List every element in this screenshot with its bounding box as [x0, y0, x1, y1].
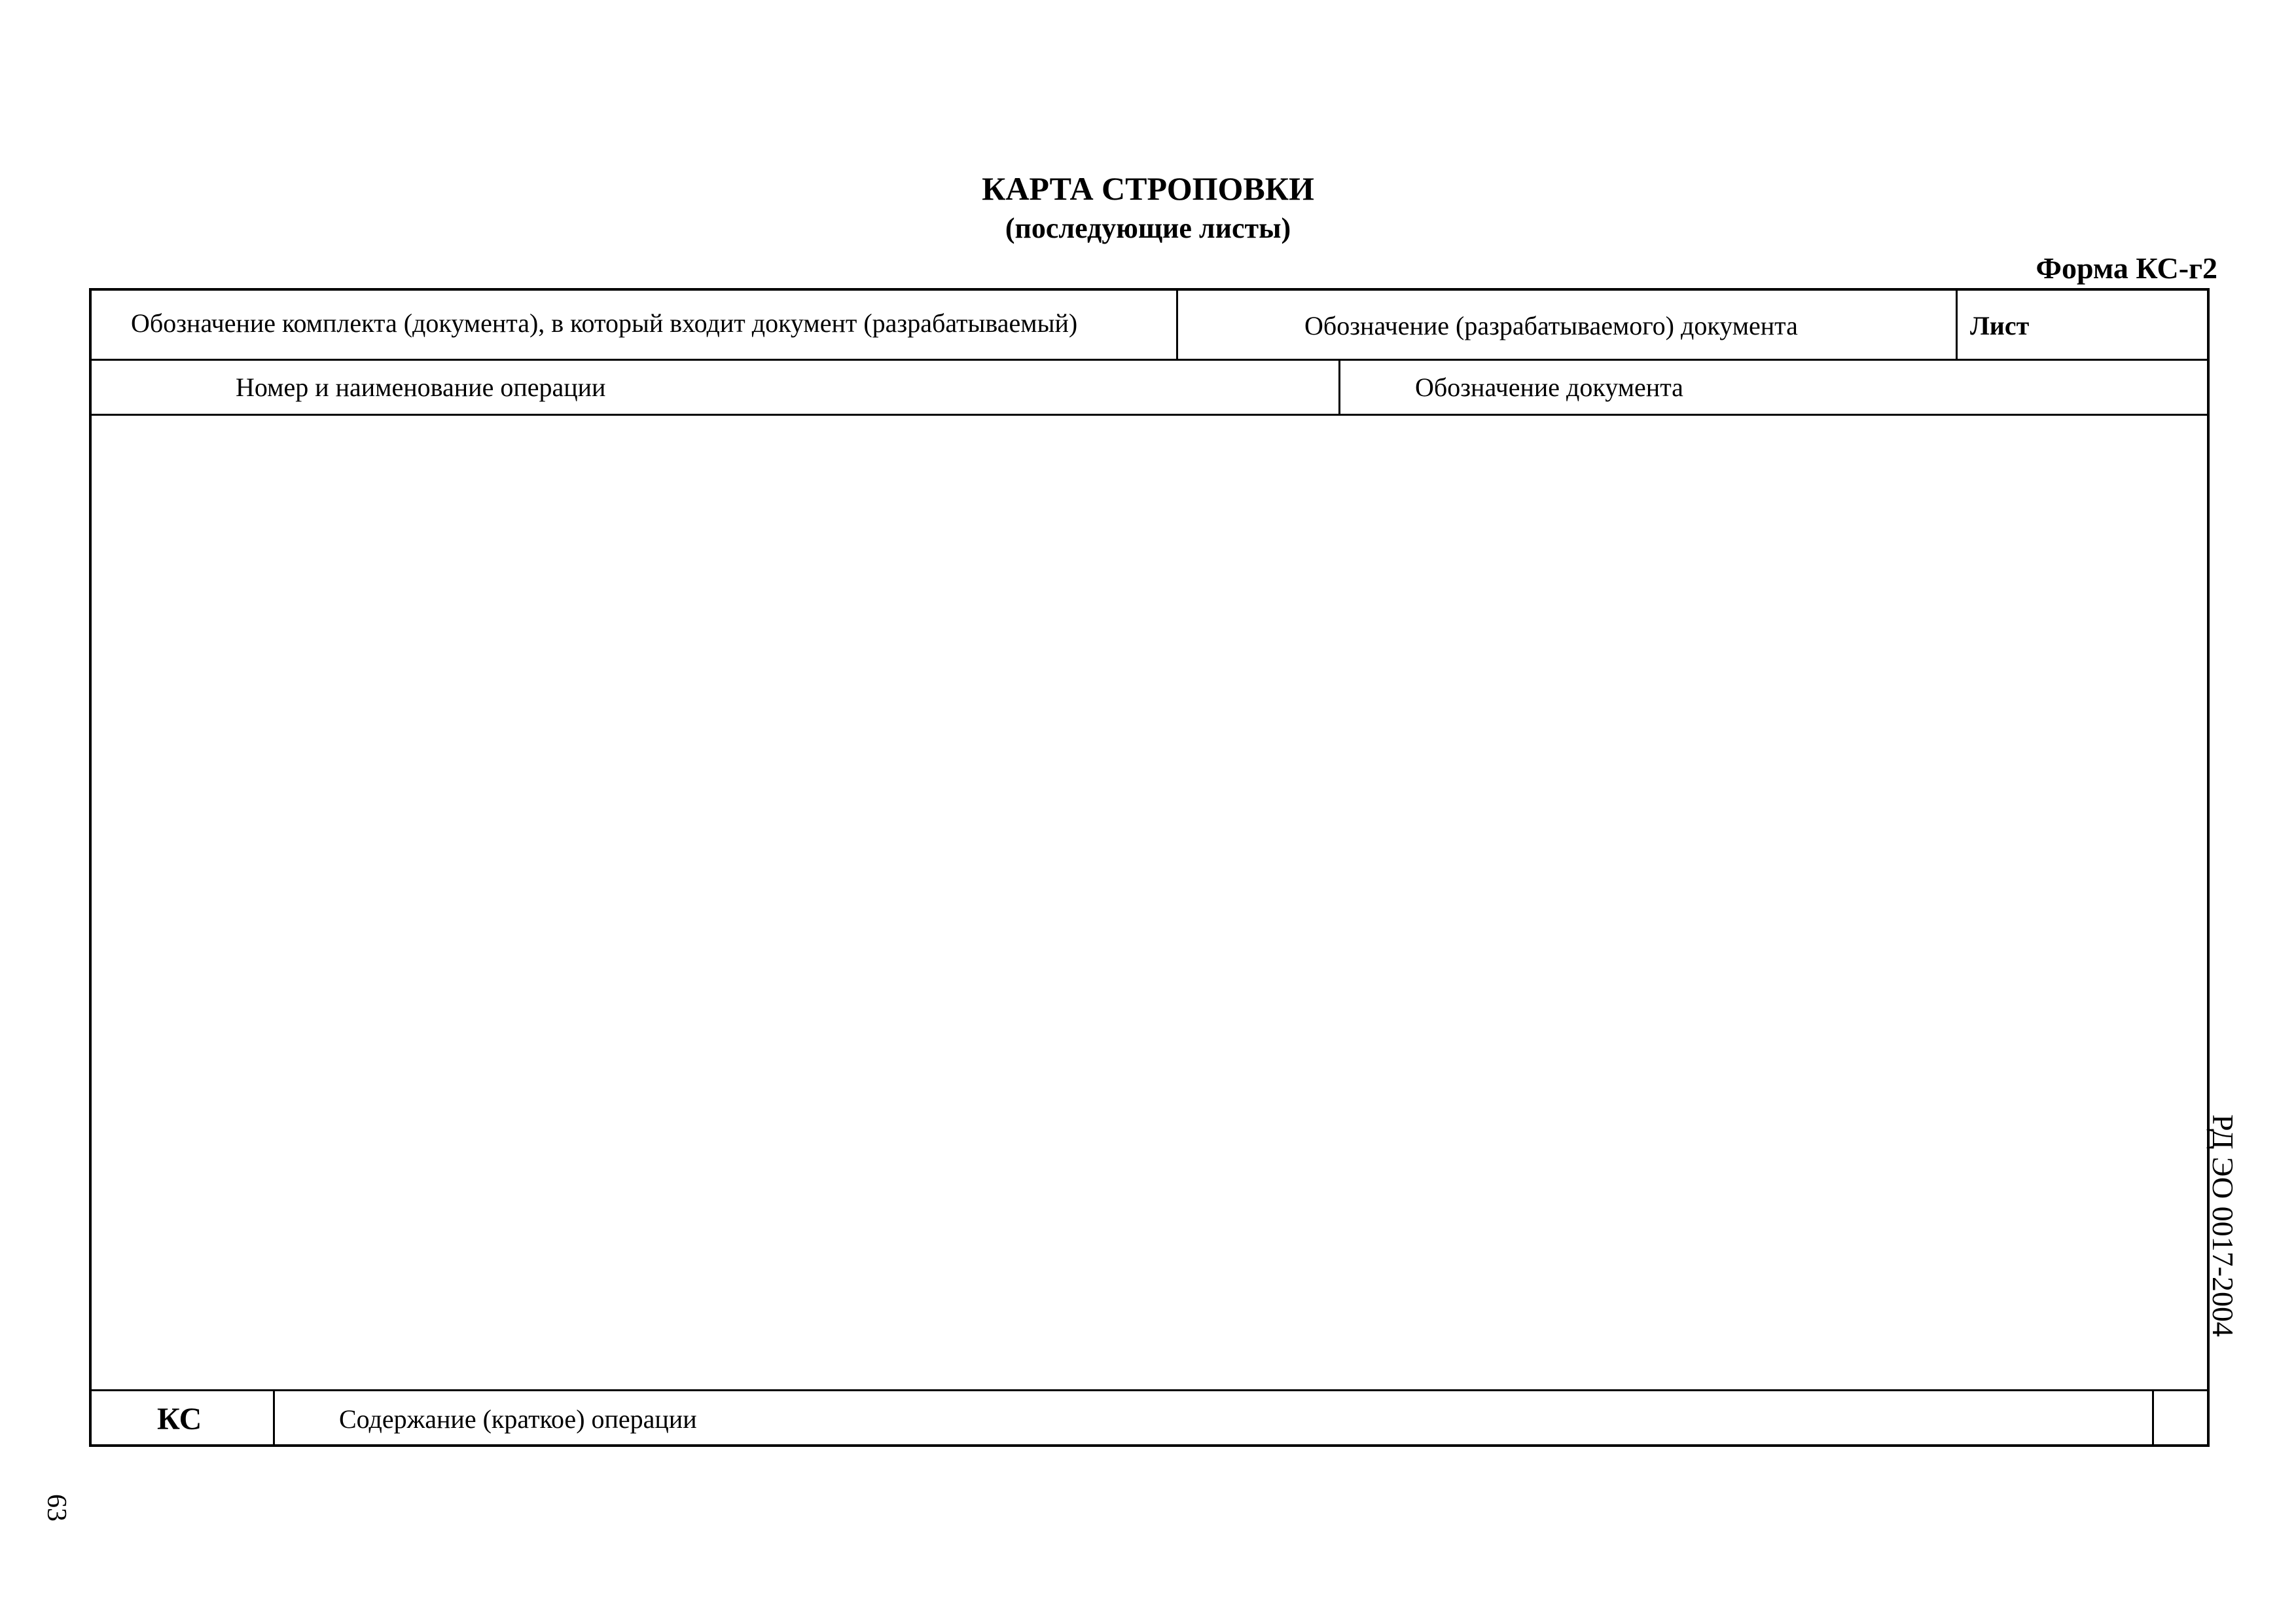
- document-code-vertical: РД ЭО 0017-2004: [2206, 1114, 2240, 1337]
- set-designation-cell: Обозначение комплекта (документа), в который входит документ (разрабатываемый): [131, 308, 1078, 338]
- row2-divider: [1338, 359, 1340, 415]
- row1-divider-1: [1176, 288, 1178, 360]
- document-cell: Обозначение документа: [1415, 373, 1683, 402]
- form-code: Форма КС-г2: [2036, 251, 2217, 285]
- footer-top-line: [89, 1389, 2210, 1391]
- row1-bottom-line: [89, 359, 2210, 361]
- page-number: 63: [41, 1494, 71, 1522]
- row2-bottom-line: [89, 414, 2210, 416]
- page-title: КАРТА СТРОПОВКИ: [982, 170, 1314, 207]
- operation-cell: Номер и наименование операции: [236, 373, 606, 402]
- document-designation-cell: Обозначение (разрабатываемого) документа: [1304, 311, 1798, 340]
- footer-divider-2: [2152, 1389, 2154, 1447]
- page-subtitle: (последующие листы): [1005, 212, 1291, 244]
- operation-content-cell: Содержание (краткое) операции: [339, 1404, 697, 1434]
- form-frame: [89, 288, 2210, 1447]
- footer-divider-1: [273, 1389, 275, 1447]
- ks-code-cell: КС: [157, 1402, 202, 1436]
- sheet-cell: Лист: [1970, 311, 2030, 340]
- row1-divider-2: [1956, 288, 1958, 360]
